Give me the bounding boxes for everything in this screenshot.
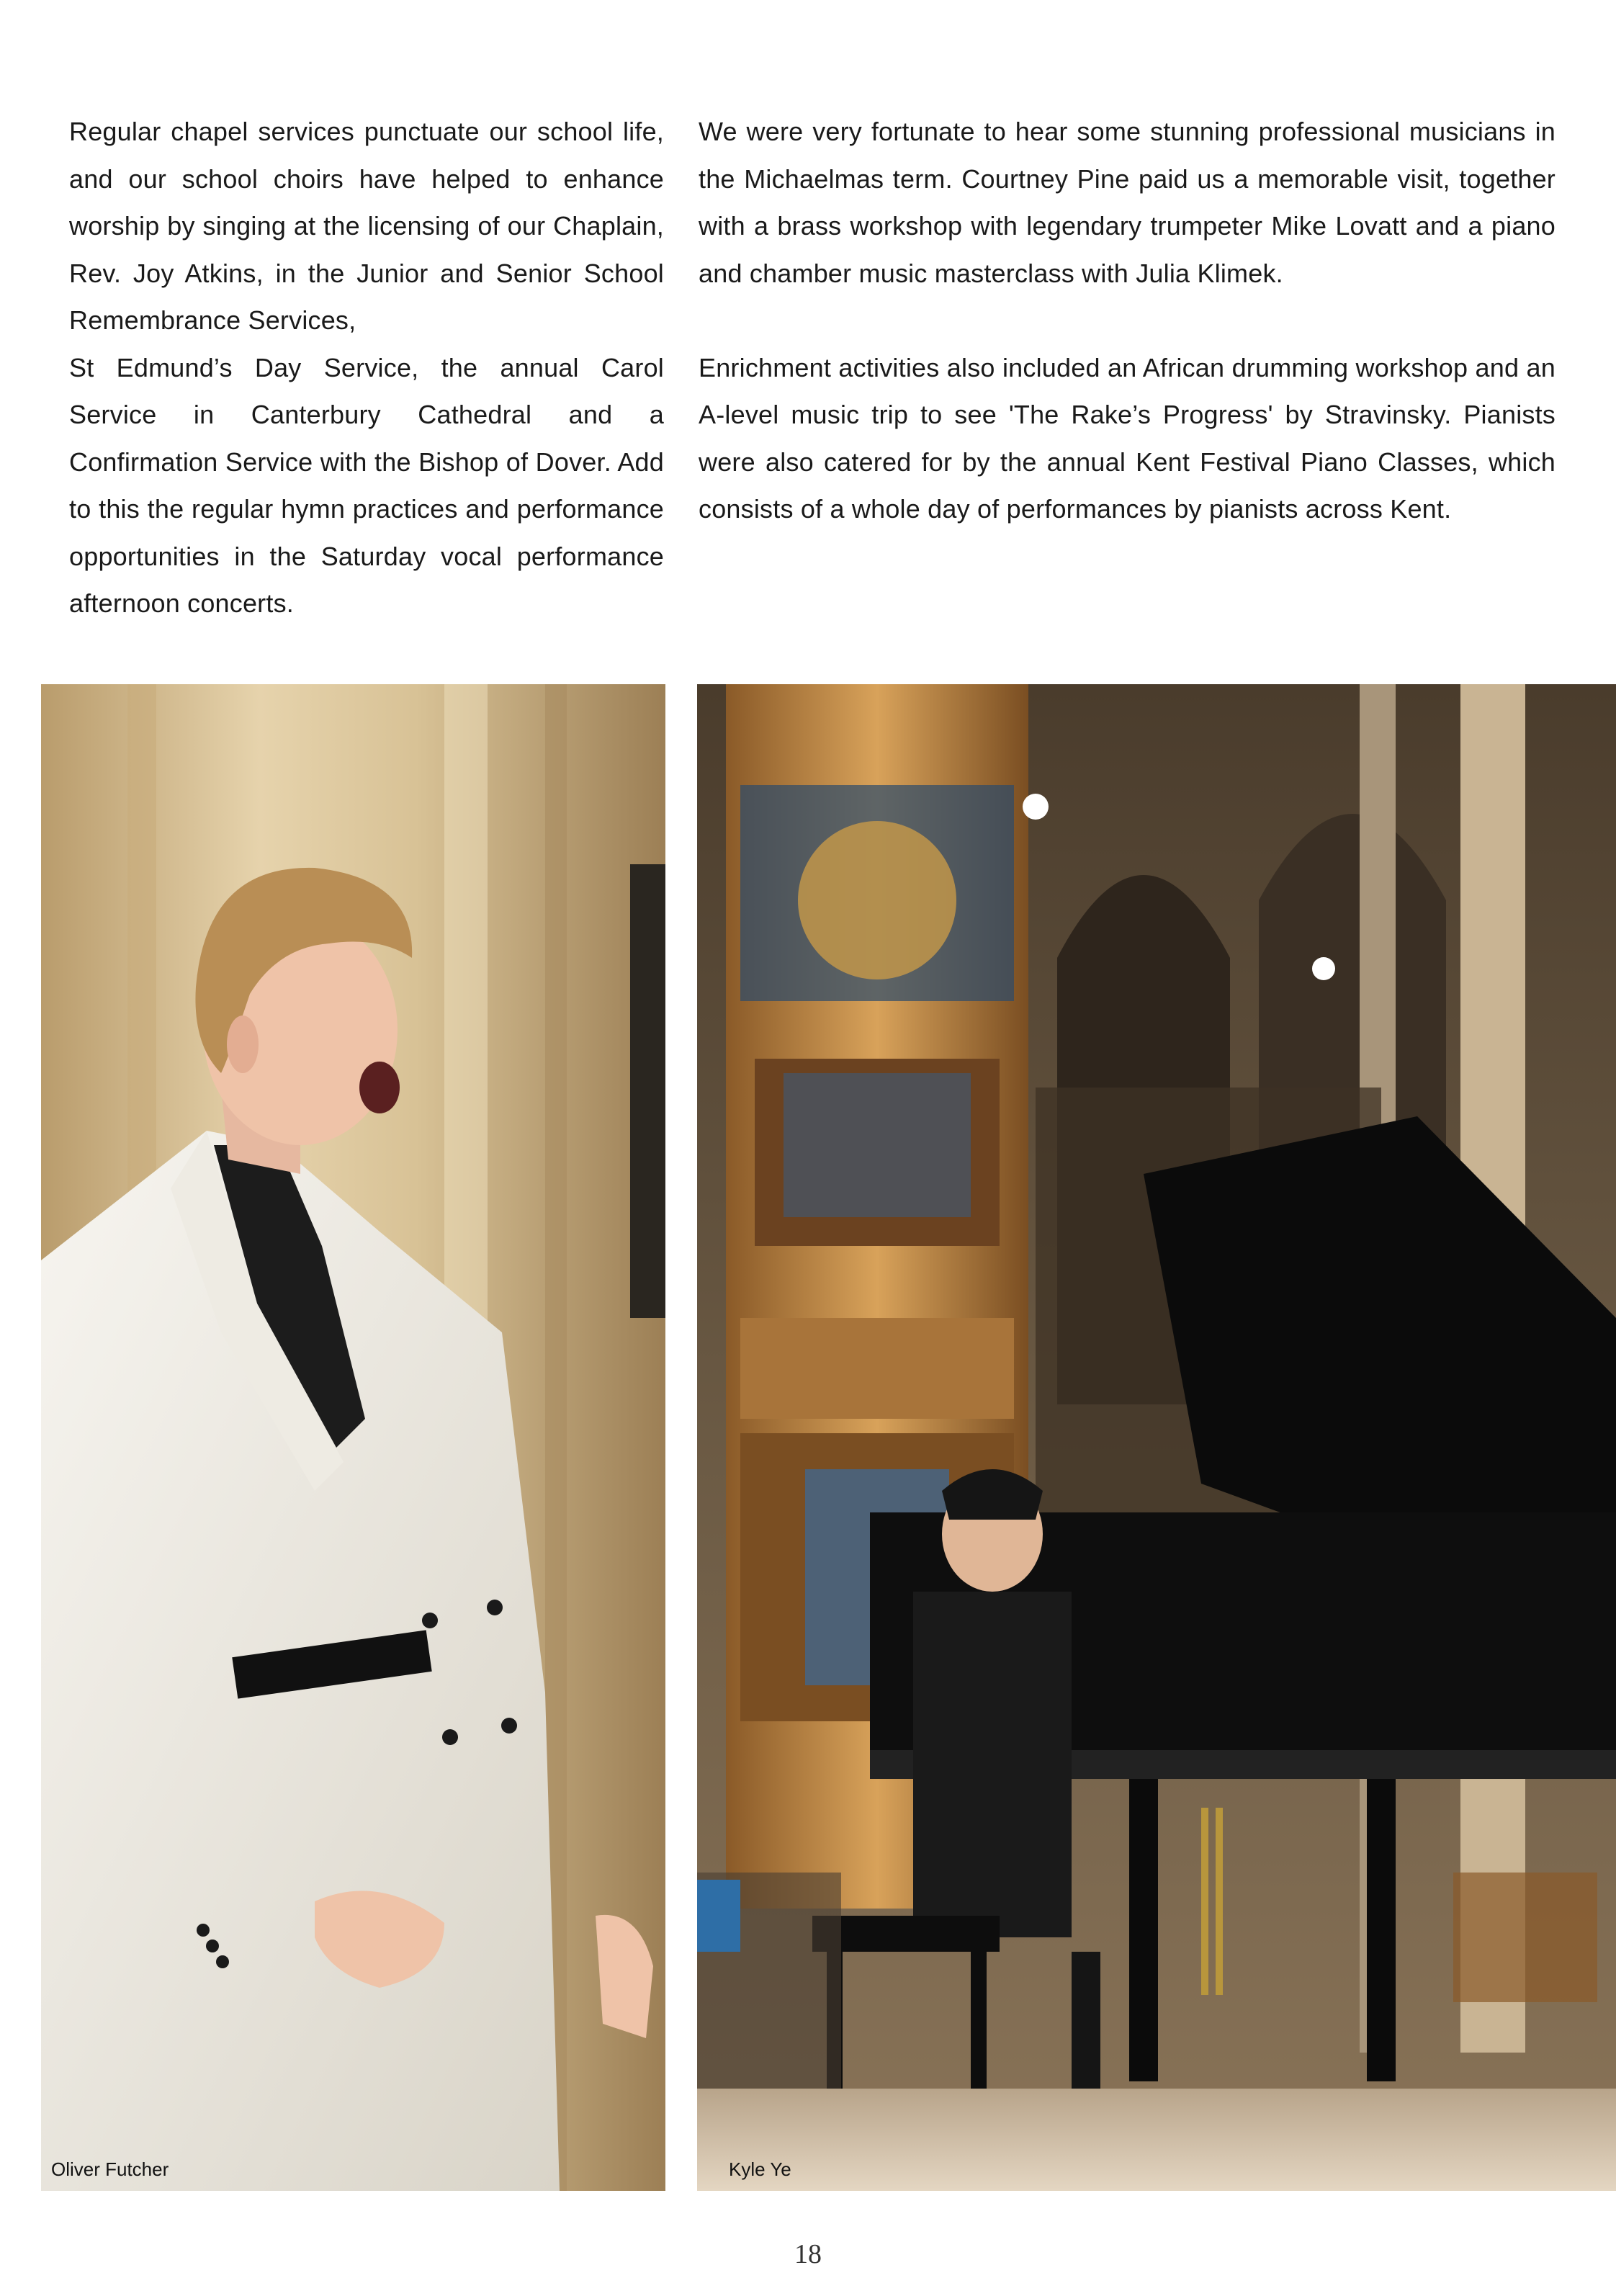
left-text-column [69, 108, 664, 627]
singer-illustration [41, 684, 665, 2191]
pianist-illustration [697, 684, 1616, 2191]
photo-caption-right: Kyle Ye [729, 2158, 791, 2180]
page-number: 18 [794, 2239, 822, 2269]
right-paragraph-1: We were very fortunate to hear some stunning professional musicians in the Michaelmas term. Courtney Pine paid us a memorable visit, together with a brass workshop with legendary trumpeter Mike Lovatt and a piano and chamber music masterclass with Julia Klimek. [699, 117, 1556, 288]
singer-photo [41, 684, 665, 2191]
pianist-photo [697, 684, 1616, 2191]
left-paragraph-1: Regular chapel services punctuate our school life, and our school choirs have helped to enhance worship by singing at the licensing of our Chaplain, Rev. Joy Atkins, in the Junior and Senior School Remembrance Services, [69, 117, 664, 335]
left-paragraph-2: St Edmund’s Day Service, the annual Carol Service in Canterbury Cathedral and a Confirmation Service with the Bishop of Dover. Add to this the regular hymn practices and performance opportunities in the Saturday vocal performance afternoon concerts. [69, 352, 664, 618]
photo-caption-left: Oliver Futcher [51, 2158, 169, 2180]
right-text-column [699, 108, 1556, 533]
right-paragraph-2: Enrichment activities also included an African drumming workshop and an A-level music trip to see 'The Rake’s Progress' by Stravinsky. Pianists were also catered for by the annual Kent Festival Piano Classes, which consists of a whole day of performances by pianists across Kent. [699, 352, 1556, 524]
